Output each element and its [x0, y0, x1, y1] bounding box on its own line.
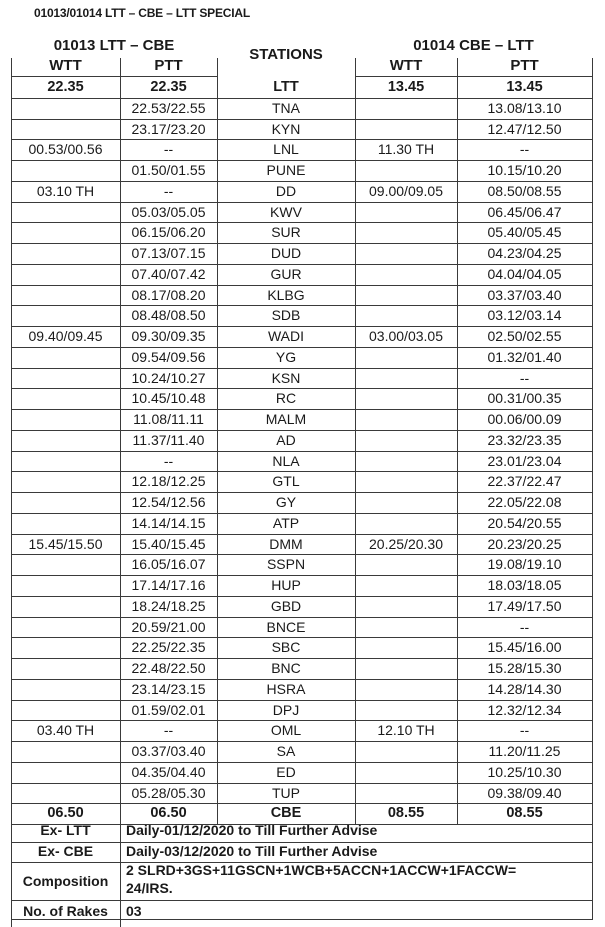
station-cell: YG	[275, 348, 297, 365]
ex-cbe-label: Ex- CBE	[37, 843, 94, 859]
left-wtt-cell	[11, 245, 120, 264]
document-title: 01013/01014 LTT – CBE – LTT SPECIAL	[34, 6, 250, 20]
right-ptt-cell: 13.45	[506, 79, 543, 95]
left-ptt-cell: 22.48/22.50	[131, 660, 206, 676]
left-ptt-cell: 23.17/23.20	[131, 120, 206, 137]
rakes-label: No. of Rakes	[23, 903, 108, 919]
left-wtt-cell	[11, 307, 120, 326]
left-ptt-cell: 01.59/02.01	[131, 701, 206, 718]
left-wtt-cell	[11, 743, 120, 762]
station-cell: RC	[275, 390, 297, 407]
left-wtt-cell: 03.40 TH	[36, 722, 95, 739]
right-wtt-cell	[355, 266, 457, 285]
left-wtt-cell	[11, 556, 120, 575]
station-cell: SUR	[271, 224, 301, 241]
right-wtt-cell	[355, 577, 457, 596]
right-wtt-cell	[355, 224, 457, 243]
left-ptt-cell: 23.14/23.15	[131, 680, 206, 697]
station-cell: GTL	[272, 473, 300, 490]
right-wtt-cell	[355, 162, 457, 181]
right-wtt-cell	[355, 453, 457, 472]
left-ptt-cell: 01.50/01.55	[131, 162, 206, 178]
left-wtt-cell	[11, 785, 120, 804]
right-ptt-cell: 23.32/23.35	[487, 431, 562, 448]
right-ptt-cell: 02.50/02.55	[487, 328, 562, 344]
right-wtt-cell	[355, 390, 457, 409]
left-ptt-cell: 08.17/08.20	[131, 286, 206, 303]
right-ptt-cell: 19.08/19.10	[487, 556, 562, 573]
left-ptt-cell: 04.35/04.40	[131, 763, 206, 780]
left-wtt-cell: 03.10 TH	[36, 182, 95, 199]
right-ptt-cell: 23.01/23.04	[487, 452, 562, 469]
station-cell: HUP	[271, 577, 301, 593]
row-rule	[11, 243, 593, 244]
right-ptt-cell: 22.37/22.47	[487, 473, 562, 490]
left-wtt-cell	[11, 411, 120, 430]
left-wtt-cell	[11, 100, 120, 119]
right-ptt-cell: --	[519, 141, 530, 158]
right-ptt-cell: 08.50/08.55	[487, 182, 562, 199]
right-ptt-cell: 20.23/20.25	[487, 535, 562, 552]
left-ptt-cell: 16.05/16.07	[131, 556, 206, 573]
ex-ltt-label: Ex- LTT	[40, 822, 91, 838]
left-ptt-cell: 14.14/14.15	[131, 514, 206, 531]
right-wtt-cell: 08.55	[387, 805, 425, 822]
left-wtt-header: WTT	[49, 57, 82, 74]
left-ptt-cell: 11.37/11.40	[132, 431, 205, 448]
left-ptt-cell: 03.37/03.40	[131, 743, 206, 759]
left-ptt-cell: 15.40/15.45	[131, 535, 206, 552]
station-cell: SA	[276, 743, 296, 759]
left-wtt-cell	[11, 349, 120, 368]
station-cell: DMM	[269, 535, 303, 552]
right-wtt-cell	[355, 556, 457, 575]
right-wtt-cell	[355, 204, 457, 223]
right-ptt-cell: 01.32/01.40	[487, 348, 562, 365]
right-ptt-cell: 00.31/00.35	[487, 390, 562, 407]
right-ptt-cell: 03.37/03.40	[487, 286, 562, 303]
right-ptt-header: PTT	[510, 57, 539, 74]
station-cell: CBE	[270, 805, 302, 822]
station-cell: WADI	[267, 328, 305, 344]
left-ptt-cell: 07.40/07.42	[131, 265, 206, 282]
station-cell: ED	[276, 763, 296, 780]
row-rule	[11, 575, 593, 576]
footer-rule	[11, 900, 593, 901]
right-ptt-cell: --	[519, 722, 530, 739]
right-ptt-cell: 22.05/22.08	[487, 494, 562, 510]
left-wtt-cell: 22.35	[47, 79, 84, 95]
left-wtt-cell	[11, 266, 120, 285]
left-ptt-cell: 17.14/17.16	[131, 577, 206, 593]
composition-label: Composition	[22, 873, 109, 889]
left-wtt-cell	[11, 390, 120, 409]
station-cell: KSN	[271, 369, 301, 386]
right-ptt-cell: 12.32/12.34	[487, 701, 562, 718]
station-cell: SSPN	[266, 556, 306, 573]
right-ptt-cell: 15.45/16.00	[487, 639, 562, 656]
right-wtt-cell: 11.30 TH	[377, 141, 435, 158]
station-cell: TUP	[272, 784, 300, 801]
right-wtt-cell: 03.00/03.05	[369, 328, 443, 344]
station-cell: OML	[270, 722, 302, 739]
station-cell: MALM	[265, 411, 307, 427]
station-cell: GBD	[270, 597, 302, 614]
station-cell: DUD	[270, 245, 302, 261]
right-ptt-cell: 08.55	[506, 805, 543, 822]
right-group-header: 01014 CBE – LTT	[413, 37, 534, 54]
right-wtt-cell: 09.00/09.05	[369, 182, 443, 199]
header-rule	[11, 76, 218, 77]
left-ptt-cell: 12.18/12.25	[131, 473, 206, 490]
right-ptt-cell: 14.28/14.30	[487, 680, 562, 697]
right-wtt-cell	[355, 515, 457, 534]
left-wtt-cell	[11, 370, 120, 389]
left-ptt-cell: 06.50	[150, 805, 187, 822]
left-wtt-cell	[11, 619, 120, 638]
right-ptt-cell: 20.54/20.55	[487, 514, 562, 531]
station-cell: KYN	[271, 120, 301, 137]
left-wtt-cell	[11, 204, 120, 223]
right-ptt-cell: 10.25/10.30	[487, 763, 562, 780]
station-cell: DD	[275, 182, 297, 199]
left-ptt-cell: 05.28/05.30	[131, 784, 206, 801]
left-ptt-cell: 22.53/22.55	[131, 99, 206, 116]
left-ptt-cell: 18.24/18.25	[131, 597, 206, 614]
row-rule	[11, 326, 593, 327]
station-cell: ATP	[272, 514, 300, 531]
right-wtt-cell	[355, 681, 457, 700]
row-rule	[11, 492, 593, 493]
left-ptt-cell: 05.03/05.05	[131, 203, 206, 220]
station-cell: KLBG	[267, 286, 305, 303]
station-cell: PUNE	[266, 162, 306, 178]
right-ptt-cell: 15.28/15.30	[487, 660, 562, 676]
right-wtt-cell	[355, 349, 457, 368]
right-border	[592, 58, 593, 919]
right-ptt-cell: 06.45/06.47	[487, 203, 562, 220]
left-wtt-cell	[11, 681, 120, 700]
station-cell: NLA	[272, 452, 300, 469]
left-wtt-cell	[11, 515, 120, 534]
right-ptt-cell: --	[519, 618, 530, 635]
right-wtt-cell	[355, 100, 457, 119]
left-wtt-cell	[11, 764, 120, 783]
right-wtt-cell	[355, 702, 457, 721]
left-ptt-cell: 11.08/11.11	[133, 411, 204, 427]
station-cell: GY	[275, 494, 297, 510]
right-ptt-cell: 04.23/04.25	[487, 245, 562, 261]
left-wtt-cell: 06.50	[47, 805, 84, 822]
right-ptt-cell: 12.47/12.50	[487, 120, 562, 137]
right-wtt-cell	[355, 307, 457, 326]
station-cell: SDB	[271, 307, 301, 324]
stations-header: STATIONS	[249, 46, 323, 63]
left-ptt-cell: 07.13/07.15	[131, 245, 206, 261]
left-ptt-header: PTT	[154, 57, 183, 74]
left-ptt-cell: 22.35	[150, 79, 187, 95]
left-ptt-cell: 12.54/12.56	[131, 494, 206, 510]
left-ptt-cell: --	[163, 141, 174, 158]
left-wtt-cell: 00.53/00.56	[28, 141, 103, 158]
header-rule	[355, 76, 593, 77]
station-cell: SBC	[271, 639, 301, 656]
right-ptt-cell: 04.04/04.05	[487, 265, 562, 282]
left-ptt-cell: 10.24/10.27	[131, 369, 206, 386]
right-wtt-cell	[355, 494, 457, 513]
right-wtt-cell	[355, 245, 457, 264]
station-cell: TNA	[272, 99, 300, 116]
right-wtt-cell	[355, 287, 457, 306]
left-wtt-cell: 09.40/09.45	[28, 328, 103, 344]
right-wtt-cell	[355, 743, 457, 762]
right-wtt-cell	[355, 370, 457, 389]
left-ptt-cell: 08.48/08.50	[131, 307, 206, 324]
right-ptt-cell: --	[519, 369, 530, 386]
station-cell: HSRA	[266, 680, 306, 697]
right-wtt-cell: 13.45	[387, 79, 425, 95]
left-wtt-cell	[11, 660, 120, 679]
left-ptt-cell: 20.59/21.00	[131, 618, 206, 635]
right-wtt-cell	[355, 639, 457, 658]
left-wtt-cell	[11, 598, 120, 617]
left-wtt-cell	[11, 639, 120, 658]
row-rule	[11, 741, 593, 742]
left-wtt-cell	[11, 432, 120, 451]
station-cell: AD	[276, 431, 296, 448]
station-cell: DPJ	[272, 701, 300, 718]
station-cell: KWV	[270, 203, 302, 220]
right-wtt-cell	[355, 785, 457, 804]
right-ptt-cell: 18.03/18.05	[487, 577, 562, 593]
left-ptt-cell: 09.30/09.35	[131, 328, 206, 344]
left-wtt-cell	[11, 224, 120, 243]
left-wtt-cell	[11, 162, 120, 181]
row-rule	[11, 658, 593, 659]
station-cell: BNCE	[266, 618, 306, 635]
right-ptt-cell: 05.40/05.45	[487, 224, 562, 241]
station-cell: GUR	[270, 265, 302, 282]
right-ptt-cell: 11.20/11.25	[488, 743, 561, 759]
right-wtt-cell	[355, 619, 457, 638]
left-wtt-cell	[11, 702, 120, 721]
right-wtt-cell: 20.25/20.30	[369, 535, 443, 552]
station-cell: BNC	[271, 660, 301, 676]
ex-cbe-value: Daily-03/12/2020 to Till Further Advise	[126, 843, 378, 859]
left-ptt-cell: 06.15/06.20	[131, 224, 206, 241]
right-wtt-cell	[355, 660, 457, 679]
left-wtt-cell	[11, 453, 120, 472]
left-ptt-cell: 22.25/22.35	[131, 639, 206, 656]
right-wtt-cell	[355, 473, 457, 492]
left-wtt-cell: 15.45/15.50	[28, 535, 103, 552]
left-wtt-cell	[11, 121, 120, 140]
rakes-value: 03	[126, 903, 142, 919]
row-rule	[11, 160, 593, 161]
right-wtt-header: WTT	[389, 57, 423, 74]
right-wtt-cell	[355, 411, 457, 430]
station-cell: LTT	[273, 79, 299, 95]
composition-line-2: 24/IRS.	[126, 880, 173, 896]
left-wtt-cell	[11, 577, 120, 596]
right-ptt-cell: 03.12/03.14	[487, 307, 562, 324]
left-ptt-cell: 09.54/09.56	[131, 348, 206, 365]
composition-line-1: 2 SLRD+3GS+11GSCN+1WCB+5ACCN+1ACCW+1FACCW=	[126, 862, 517, 878]
right-ptt-cell: 17.49/17.50	[487, 597, 562, 614]
left-ptt-cell: 10.45/10.48	[131, 390, 206, 407]
left-wtt-cell	[11, 287, 120, 306]
right-wtt-cell	[355, 764, 457, 783]
left-ptt-cell: --	[163, 452, 174, 469]
right-wtt-cell	[355, 598, 457, 617]
right-wtt-cell	[355, 432, 457, 451]
row-rule	[11, 409, 593, 410]
left-group-header: 01013 LTT – CBE	[53, 37, 175, 54]
right-wtt-cell	[355, 121, 457, 140]
ex-ltt-value: Daily-01/12/2020 to Till Further Advise	[126, 822, 378, 838]
right-ptt-cell: 13.08/13.10	[487, 99, 562, 116]
left-wtt-cell	[11, 494, 120, 513]
right-ptt-cell: 09.38/09.40	[487, 784, 562, 801]
right-ptt-cell: 00.06/00.09	[487, 411, 562, 427]
station-cell: LNL	[273, 141, 299, 158]
right-ptt-cell: 10.15/10.20	[487, 162, 562, 178]
left-ptt-cell: --	[163, 182, 174, 199]
footer-rule	[11, 919, 593, 920]
left-wtt-cell	[11, 473, 120, 492]
left-ptt-cell: --	[163, 722, 174, 739]
right-wtt-cell: 12.10 TH	[377, 722, 435, 739]
